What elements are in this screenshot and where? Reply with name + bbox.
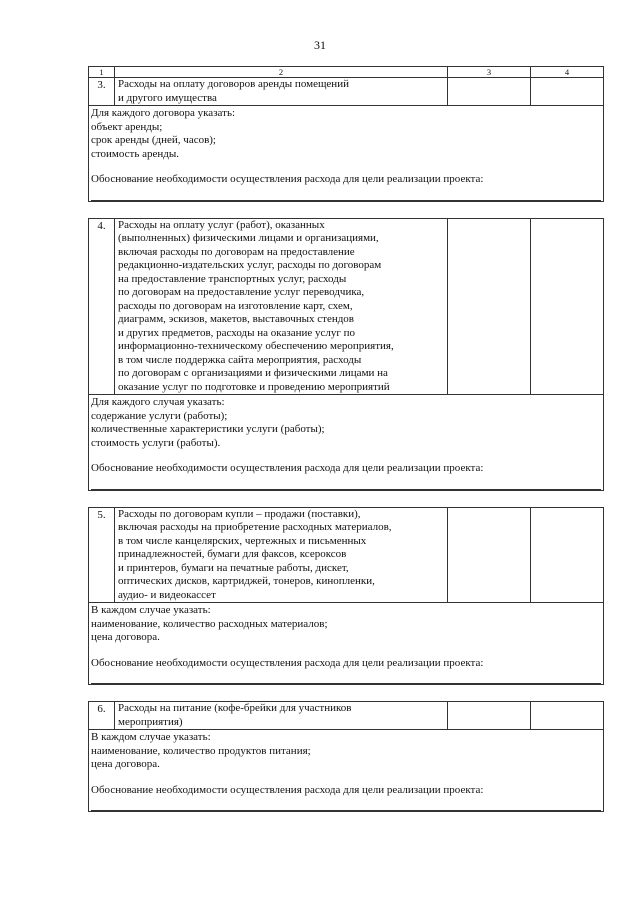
section-spacer-cell [89, 201, 604, 218]
item-notes [89, 106, 604, 202]
item-title-line: мероприятия) [118, 715, 183, 728]
item-title-line: диаграмм, эскизов, макетов, выставочных стендов [118, 313, 355, 325]
justification-label: Обоснование необходимости осуществления расхода для цели реализации проекта: [91, 462, 484, 474]
item-number: 5. [89, 507, 115, 603]
header-cell-3: 3 [448, 67, 531, 78]
item-notes [89, 603, 604, 685]
note-line: цена договора. [91, 758, 160, 770]
item-title-line: по договорам с организациями и физическими лицами на [118, 367, 388, 379]
item-number: 4. [89, 218, 115, 395]
note-line: Для каждого случая указать: [91, 396, 225, 408]
item-number: 6. [89, 702, 115, 730]
note-line: стоимость аренды. [91, 147, 180, 160]
note-line: В каждом случае указать: [91, 604, 211, 616]
header-row [89, 67, 604, 78]
justification-label: Обоснование необходимости осуществления расхода для цели реализации проекта: [91, 656, 484, 669]
item-title-line: Расходы на оплату услуг (работ), оказанных [118, 218, 325, 231]
note-line: наименование, количество продуктов питания; [91, 744, 311, 757]
item-notes-row [89, 395, 604, 491]
section-spacer-cell [89, 490, 604, 507]
note-line: объект аренды; [91, 120, 163, 133]
expense-item-row [89, 507, 604, 603]
expense-item-row [89, 78, 604, 106]
item-notes [89, 730, 604, 812]
item-title-line: и других предметов, расходы на оказание услуг по [118, 326, 356, 339]
amount-cell-col4[interactable] [531, 78, 604, 106]
item-title-line: включая расходы по договорам на предоставление [118, 245, 355, 258]
item-number: 3. [89, 78, 115, 106]
item-notes-row [89, 603, 604, 685]
item-title-line: на предоставление транспортных услуг, расходы [118, 272, 347, 285]
item-title-line: Расходы на оплату договоров аренды помещений [118, 78, 349, 90]
expense-item-row [89, 218, 604, 395]
item-title [115, 78, 448, 106]
note-line: содержание услуги (работы); [91, 409, 228, 422]
item-title [115, 507, 448, 603]
header-cell-1: 1 [89, 67, 115, 78]
item-notes [89, 395, 604, 491]
item-title-line: расходы по договорам на изготовление карт, схем, [118, 299, 353, 312]
note-line: В каждом случае указать: [91, 731, 211, 743]
item-title-line: в том числе канцелярских, чертежных и письменных [118, 534, 367, 547]
amount-cell-col4[interactable] [531, 507, 604, 603]
section-spacer [89, 201, 604, 218]
justification-input-line[interactable] [91, 810, 601, 811]
item-title-line: и принтеров, бумаги на печатные работы, дискет, [118, 561, 349, 574]
section-spacer [89, 490, 604, 507]
expense-table [88, 66, 604, 812]
item-title-line: в том числе поддержка сайта мероприятия, расходы [118, 353, 362, 366]
note-line: стоимость услуги (работы). [91, 436, 221, 449]
item-title-line: редакционно-издательских услуг, расходы по договорам [118, 259, 382, 271]
item-title-line: Расходы по договорам купли – продажи (поставки), [118, 507, 361, 520]
note-line: цена договора. [91, 631, 160, 643]
item-title [115, 702, 448, 730]
section-spacer-cell [89, 685, 604, 702]
item-title-line: аудио- и видеокассет [118, 588, 216, 601]
item-title [115, 218, 448, 395]
item-notes-row [89, 730, 604, 812]
amount-cell-col3[interactable] [448, 507, 531, 603]
page-number: 31 [314, 38, 326, 52]
note-line: количественные характеристики услуги (работы); [91, 423, 325, 435]
expense-item-row [89, 702, 604, 730]
note-line: Для каждого договора указать: [91, 107, 236, 119]
item-title-line: принадлежностей, бумаги для факсов, ксероксов [118, 548, 347, 560]
item-title-line: информационно-техническому обеспечению мероприятия, [118, 340, 394, 352]
item-title-line: (выполненных) физическими лицами и организациями, [118, 232, 379, 244]
item-title-line: и другого имущества [118, 91, 217, 104]
amount-cell-col4[interactable] [531, 702, 604, 730]
note-line: срок аренды (дней, часов); [91, 134, 216, 146]
amount-cell-col4[interactable] [531, 218, 604, 395]
note-line: наименование, количество расходных материалов; [91, 617, 328, 630]
amount-cell-col3[interactable] [448, 702, 531, 730]
item-title-line: оказание услуг по подготовке и проведению мероприятий [118, 380, 390, 393]
justification-label: Обоснование необходимости осуществления расхода для цели реализации проекта: [91, 173, 484, 185]
justification-label: Обоснование необходимости осуществления расхода для цели реализации проекта: [91, 783, 484, 796]
item-notes-row [89, 106, 604, 202]
item-title-line: оптических дисков, картриджей, тонеров, кинопленки, [118, 575, 375, 587]
amount-cell-col3[interactable] [448, 218, 531, 395]
amount-cell-col3[interactable] [448, 78, 531, 106]
item-title-line: Расходы на питание (кофе-брейки для участников [118, 702, 352, 714]
header-cell-2: 2 [115, 67, 448, 78]
section-spacer [89, 685, 604, 702]
item-title-line: по договорам на предоставление услуг переводчика, [118, 286, 365, 298]
item-title-line: включая расходы на приобретение расходных материалов, [118, 521, 392, 533]
header-cell-4: 4 [531, 67, 604, 78]
